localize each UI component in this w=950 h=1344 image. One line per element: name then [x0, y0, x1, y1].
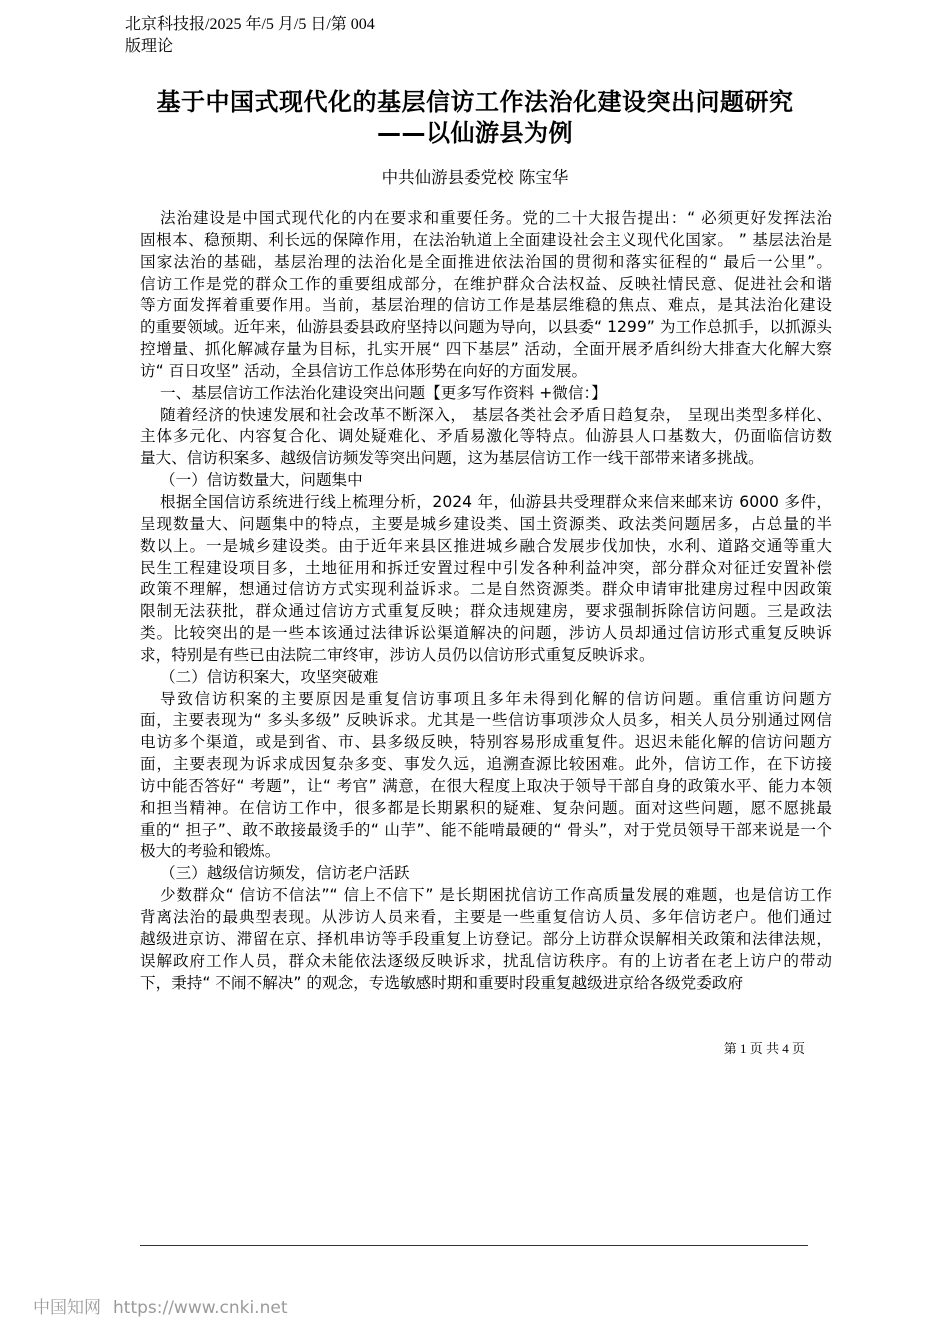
paragraph-line: 电访多个渠道，或是到省、市、县多级反映，特别容易形成重复件。迟迟未能化解的信访问题方	[140, 733, 832, 752]
paragraph-line: 限制无法获批，群众通过信访方式重复反映；群众违规建房，要求强制拆除信访问题。三是政法	[140, 602, 832, 621]
paragraph-line: 面，主要表现为诉求成因复杂多变、事发久远，追溯查源比较困难。此外，信访工作，在下访接	[140, 755, 832, 774]
paragraph-line: 等方面发挥着重要作用。当前，基层治理的信访工作是基层维稳的焦点、难点，是其法治化建设	[140, 296, 832, 315]
section-heading: （三）越级信访频发，信访老户活跃	[160, 864, 410, 883]
paragraph-line: 国家法治的基础，基层治理的法治化是全面推进依法治国的贯彻和落实征程的“ 最后一公里”。	[140, 252, 832, 271]
paragraph-line: 量大、信访积案多、越级信访频发等突出问题，这为基层信访工作一线干部带来诸多挑战。	[140, 449, 764, 468]
watermark-brand: 中国知网	[33, 1298, 101, 1318]
paragraph-line: 主体多元化、内容复合化、调处疑难化、矛盾易激化等特点。仙游县人口基数大，仍面临信访数	[140, 427, 832, 446]
paragraph-line: 控增量、抓化解减存量为目标，扎实开展“ 四下基层” 活动，全面开展矛盾纠纷大排查大化解大察	[140, 340, 832, 359]
page-number: 第 1 页 共 4 页	[723, 1041, 805, 1056]
section-heading: （一）信访数量大，问题集中	[160, 471, 363, 490]
footer-divider	[140, 1245, 808, 1246]
paragraph-line: 和担当精神。在信访工作中，很多都是长期累积的疑难、复杂问题。面对这些问题，愿不愿挑最	[140, 798, 832, 817]
paragraph-line: 根据全国信访系统进行线上梳理分析，2024 年，仙游县共受理群众来信来邮来访 6000 多件，	[160, 492, 832, 511]
paragraph-line: 少数群众“ 信访不信法”“ 信上不信下” 是长期困扰信访工作高质量发展的难题，也是信访工作	[160, 886, 832, 905]
paragraph-line: 民生工程建设项目多，土地征用和拆迁安置过程中引发各种利益冲突，部分群众对征迁安置补偿	[140, 558, 832, 577]
header-source-line: 北京科技报/2025 年/5 月/5 日/第 004	[125, 16, 375, 33]
paragraph-line: 访中能否答好“ 考题”，让“ 考官” 满意，在很大程度上取决于领导干部自身的政策水平、能力本领	[140, 776, 832, 795]
paragraph-line: 误解政府工作人员，群众未能依法逐级反映诉求，扰乱信访秩序。有的上访者在老上访户的带动	[140, 951, 832, 970]
paragraph-line: 重的“ 担子”、敢不敢接最烫手的“ 山芋”、能不能啃最硬的“ 骨头”，对于党员领导干部来说是一个	[140, 820, 832, 839]
author-line: 中共仙游县委党校 陈宝华	[381, 168, 569, 187]
paragraph-line: 的重要领域。近年来，仙游县委县政府坚持以问题为导向，以县委“ 1299” 为工作总抓手，以抓源头	[140, 318, 832, 337]
paragraph-line: 信访工作是党的群众工作的重要组成部分，在维护群众合法权益、反映社情民意、促进社会和谐	[140, 274, 832, 293]
paragraph-line: 数以上。一是城乡建设类。由于近年来县区推进城乡融合发展步伐加快，水利、道路交通等重大	[140, 536, 832, 555]
article-body	[140, 208, 832, 994]
paragraph-line: 政策不理解，想通过信访方式实现利益诉求。二是自然资源类。群众申请审批建房过程中因政策	[140, 580, 832, 599]
paragraph-line: 背离法治的最典型表现。从涉访人员来看，主要是一些重复信访人员、多年信访老户。他们通过	[140, 908, 832, 926]
paragraph-line: 类。比较突出的是一些本该通过法律诉讼渠道解决的问题，涉访人员却通过信访形式重复反映诉	[140, 624, 832, 643]
watermark	[33, 1293, 299, 1318]
paragraph-line: 随着经济的快速发展和社会改革不断深入， 基层各类社会矛盾日趋复杂， 呈现出类型多样化、	[160, 405, 832, 424]
section-heading: （二）信访积案大，攻坚突破难	[160, 667, 379, 686]
paragraph-line: 呈现数量大、问题集中的特点，主要是城乡建设类、国土资源类、政法类问题居多，占总量的半	[140, 514, 832, 533]
article-title: 基于中国式现代化的基层信访工作法治化建设突出问题研究	[156, 88, 794, 116]
header-section-line: 版理论	[125, 38, 174, 55]
watermark-url[interactable]: https://www.cnki.net	[113, 1298, 288, 1318]
article-subtitle: ——以仙游县为例	[377, 119, 573, 147]
paragraph-line: 法治建设是中国式现代化的内在要求和重要任务。党的二十大报告提出：“ 必须更好发挥法治	[160, 209, 832, 227]
paragraph-line: 固根本、稳预期、利长远的保障作用，在法治轨道上全面建设社会主义现代化国家。 ” 基层法治是	[140, 230, 832, 249]
paragraph-line: 越级进京访、滞留在京、择机串访等手段重复上访登记。部分上访群众误解相关政策和法律法规，	[140, 929, 832, 948]
paragraph-line: 访“ 百日攻坚” 活动，全县信访工作总体形势在向好的方面发展。	[140, 361, 588, 380]
paragraph-line: 面，主要表现为“ 多头多级” 反映诉求。尤其是一些信访事项涉众人员多，相关人员分别通过网信	[140, 711, 832, 730]
paragraph-line: 极大的考验和锻炼。	[140, 842, 281, 861]
section-heading: 一、基层信访工作法治化建设突出问题【更多写作资料 +微信：】	[160, 383, 607, 402]
paragraph-line: 导致信访积案的主要原因是重复信访事项且多年未得到化解的信访问题。重信重访问题方	[160, 689, 832, 708]
paragraph-line: 求，特别是有些已由法院二审终审，涉访人员仍以信访形式重复反映诉求。	[140, 645, 655, 664]
paragraph-line: 下，秉持“ 不闹不解决” 的观念，专选敏感时期和重要时段重复越级进京给各级党委政府	[140, 973, 744, 992]
